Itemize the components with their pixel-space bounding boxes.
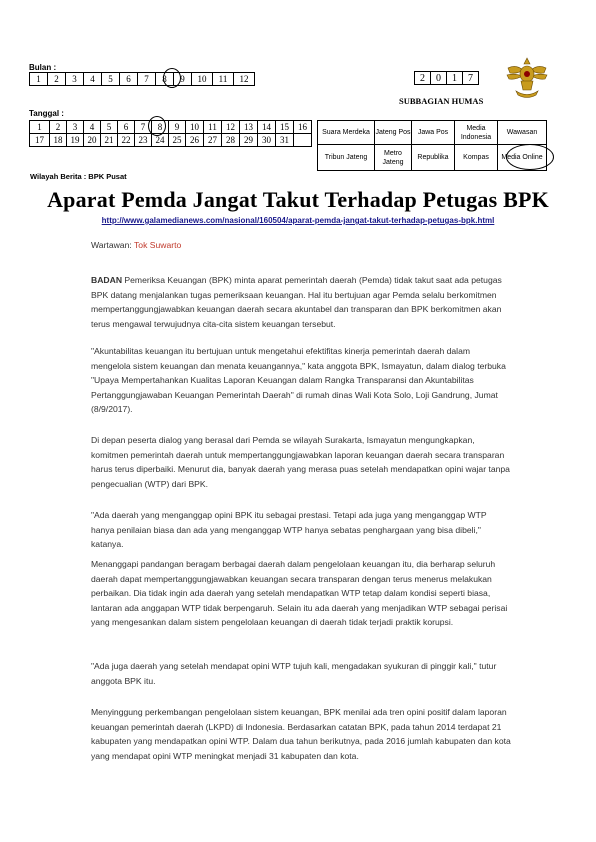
day-cell: 15 <box>276 121 294 134</box>
day-cell: 27 <box>204 134 222 147</box>
day-cell: 23 <box>135 134 152 147</box>
day-cell: 30 <box>258 134 276 147</box>
day-cell: 21 <box>101 134 118 147</box>
media-jateng-pos: Jateng Pos <box>375 121 412 145</box>
month-cell: 7 <box>138 73 156 86</box>
day-cell: 1 <box>30 121 50 134</box>
media-suara-merdeka: Suara Merdeka <box>318 121 375 145</box>
day-cell <box>294 134 312 147</box>
day-cell: 17 <box>30 134 50 147</box>
wilayah-berita: Wilayah Berita : BPK Pusat <box>30 172 127 181</box>
article-paragraph-5: Menanggapi pandangan beragam berbagai daerah dalam pengelolaan keuangan itu, dia berharap seluruh daerah dapat mempertanggungjawabkan keuangan secara transparan dengan terus menerus melakukan perbaikan. Dia tidak ingin ada daerah yang setelah mendapatkan WTP tetap dalam kondisi seperti biasa, lantaran ada anggapan WTP tidak berpengaruh. Selain itu ada daerah yang menjadikan WTP sebagai perisai yang mengesankan dalam sistem pengelolaan keuangan di daerah tidak terjadi praktik korupsi. <box>91 559 508 628</box>
media-jawa-pos: Jawa Pos <box>412 121 455 145</box>
article-url-link[interactable]: http://www.galamedianews.com/nasional/160504/aparat-pemda-jangat-takut-terhadap-petugas-bpk.html <box>101 216 495 225</box>
article-paragraph-2: "Akuntabilitas keuangan itu bertujuan untuk mengetahui efektifitas kinerja pemerintah daerah dalam mengelola sistem keuangan dan menata keuangannya," kata anggota BPK, Ismayatun, dalam dialog terbuka "Upaya Mempertahankan Kualitas Laporan Keuangan dalam Rangka Transparansi dan Akuntabilitas Pertanggungjawaban Keuangan Pemerintah Daerah" di rumah dinas Wali Kota Solo, Loji Gandrung, Jumat (8/9/2017). <box>91 346 506 415</box>
bpk-emblem-logo <box>504 54 550 100</box>
article-paragraph-4: "Ada daerah yang menganggap opini BPK itu sebagai prestasi. Tetapi ada juga yang menganggap WTP hanya penilaian biasa dan ada yang menganggap WTP hanya sebatas penghargaan yang bisa dibeli," katanya. <box>91 510 487 550</box>
month-grid <box>29 72 255 86</box>
day-cell: 4 <box>84 121 101 134</box>
selected-media-circle <box>506 144 554 170</box>
year-digit: 7 <box>463 72 479 85</box>
day-cell: 26 <box>186 134 204 147</box>
month-cell: 2 <box>48 73 66 86</box>
selected-month-circle <box>163 68 181 88</box>
selected-day-circle <box>148 116 166 136</box>
media-metro-jateng: Metro Jateng <box>375 145 412 171</box>
month-cell: 12 <box>234 73 255 86</box>
month-cell: 6 <box>120 73 138 86</box>
media-kompas: Kompas <box>455 145 498 171</box>
month-cell: 8 <box>156 73 174 86</box>
day-cell: 20 <box>84 134 101 147</box>
day-cell: 16 <box>294 121 312 134</box>
day-cell: 13 <box>240 121 258 134</box>
article-paragraph-1 <box>91 273 511 331</box>
reporter-name-link[interactable]: Tok Suwarto <box>134 240 182 250</box>
year-digit: 2 <box>415 72 431 85</box>
day-cell: 14 <box>258 121 276 134</box>
day-cell: 3 <box>67 121 84 134</box>
month-cell: 5 <box>102 73 120 86</box>
bulan-label: Bulan : <box>29 63 57 72</box>
month-cell: 1 <box>30 73 48 86</box>
reporter-label: Wartawan: <box>91 240 134 250</box>
day-cell: 29 <box>240 134 258 147</box>
article-title: Aparat Pemda Jangat Takut Terhadap Petugas BPK <box>47 187 549 212</box>
day-cell: 19 <box>67 134 84 147</box>
media-republika: Republika <box>412 145 455 171</box>
year-grid <box>414 71 479 85</box>
month-cell-selected: 9 <box>174 73 192 86</box>
month-cell: 3 <box>66 73 84 86</box>
month-cell: 11 <box>213 73 234 86</box>
article-paragraph-3: Di depan peserta dialog yang berasal dari Pemda se wilayah Surakarta, Ismayatun mengungkapkan, komitmen pemerintah daerah untuk mempertanggungjawabkan laporan keuangan daerah secara transparan harus terus diperbaiki. Menurut dia, banyak daerah yang merasa puas setelah mendapatkan opini wajar tanpa pengecualian (WTP) dari BPK. <box>91 435 510 489</box>
day-cell-selected: 8 <box>152 121 169 134</box>
year-digit: 1 <box>447 72 463 85</box>
day-cell: 22 <box>118 134 135 147</box>
day-cell: 25 <box>169 134 186 147</box>
day-cell: 7 <box>135 121 152 134</box>
day-cell: 5 <box>101 121 118 134</box>
day-cell: 18 <box>50 134 67 147</box>
paragraph-text: Pemeriksa Keuangan (BPK) minta aparat pemerintah daerah (Pemda) tidak takut saat ada petugas BPK datang menjalankan tugas pemeriksaan keuangan. Hal itu bertujuan agar Pemda selalu berkomitmen mempertanggungjawabkan keuangan daerah secara akuntabel dan transparan dan BPK berkomitmen akan terus mengawal terwujudnya cita-cita sistem keuangan tersebut. <box>91 275 502 329</box>
day-cell: 9 <box>169 121 186 134</box>
day-cell: 28 <box>222 134 240 147</box>
day-grid <box>29 120 312 147</box>
year-digit: 0 <box>431 72 447 85</box>
day-cell: 2 <box>50 121 67 134</box>
month-cell: 10 <box>192 73 213 86</box>
day-cell: 31 <box>276 134 294 147</box>
tanggal-label: Tanggal : <box>29 109 64 118</box>
lead-word: BADAN <box>91 275 123 285</box>
media-tribun-jateng: Tribun Jateng <box>318 145 375 171</box>
article-paragraph-7: Menyinggung perkembangan pengelolaan sistem keuangan, BPK menilai ada tren opini positif dalam laporan keuangan pemerintah daerah (LKPD) di Indonesia. Berdasarkan catatan BPK, pada tahun 2014 terdapat 21 kabupaten yang mendapatkan opini WTP. Dalam dua tahun berikutnya, pada 2016 jumlah kabupaten dan kota yang mendapat opini WTP meningkat menjadi 31 kabupaten dan kota. <box>91 707 511 761</box>
article-paragraph-6: "Ada juga daerah yang setelah mendapat opini WTP tujuh kali, mengadakan syukuran di pinggir kali," tutur anggota BPK itu. <box>91 661 497 686</box>
article-reporter <box>91 238 511 253</box>
media-online: Media Online <box>498 145 547 171</box>
day-cell: 10 <box>186 121 204 134</box>
media-media-indonesia: Media Indonesia <box>455 121 498 145</box>
month-cell: 4 <box>84 73 102 86</box>
day-cell: 11 <box>204 121 222 134</box>
day-cell: 12 <box>222 121 240 134</box>
media-wawasan: Wawasan <box>498 121 547 145</box>
day-cell: 6 <box>118 121 135 134</box>
unit-label: SUBBAGIAN HUMAS <box>399 96 484 106</box>
day-cell: 24 <box>152 134 169 147</box>
